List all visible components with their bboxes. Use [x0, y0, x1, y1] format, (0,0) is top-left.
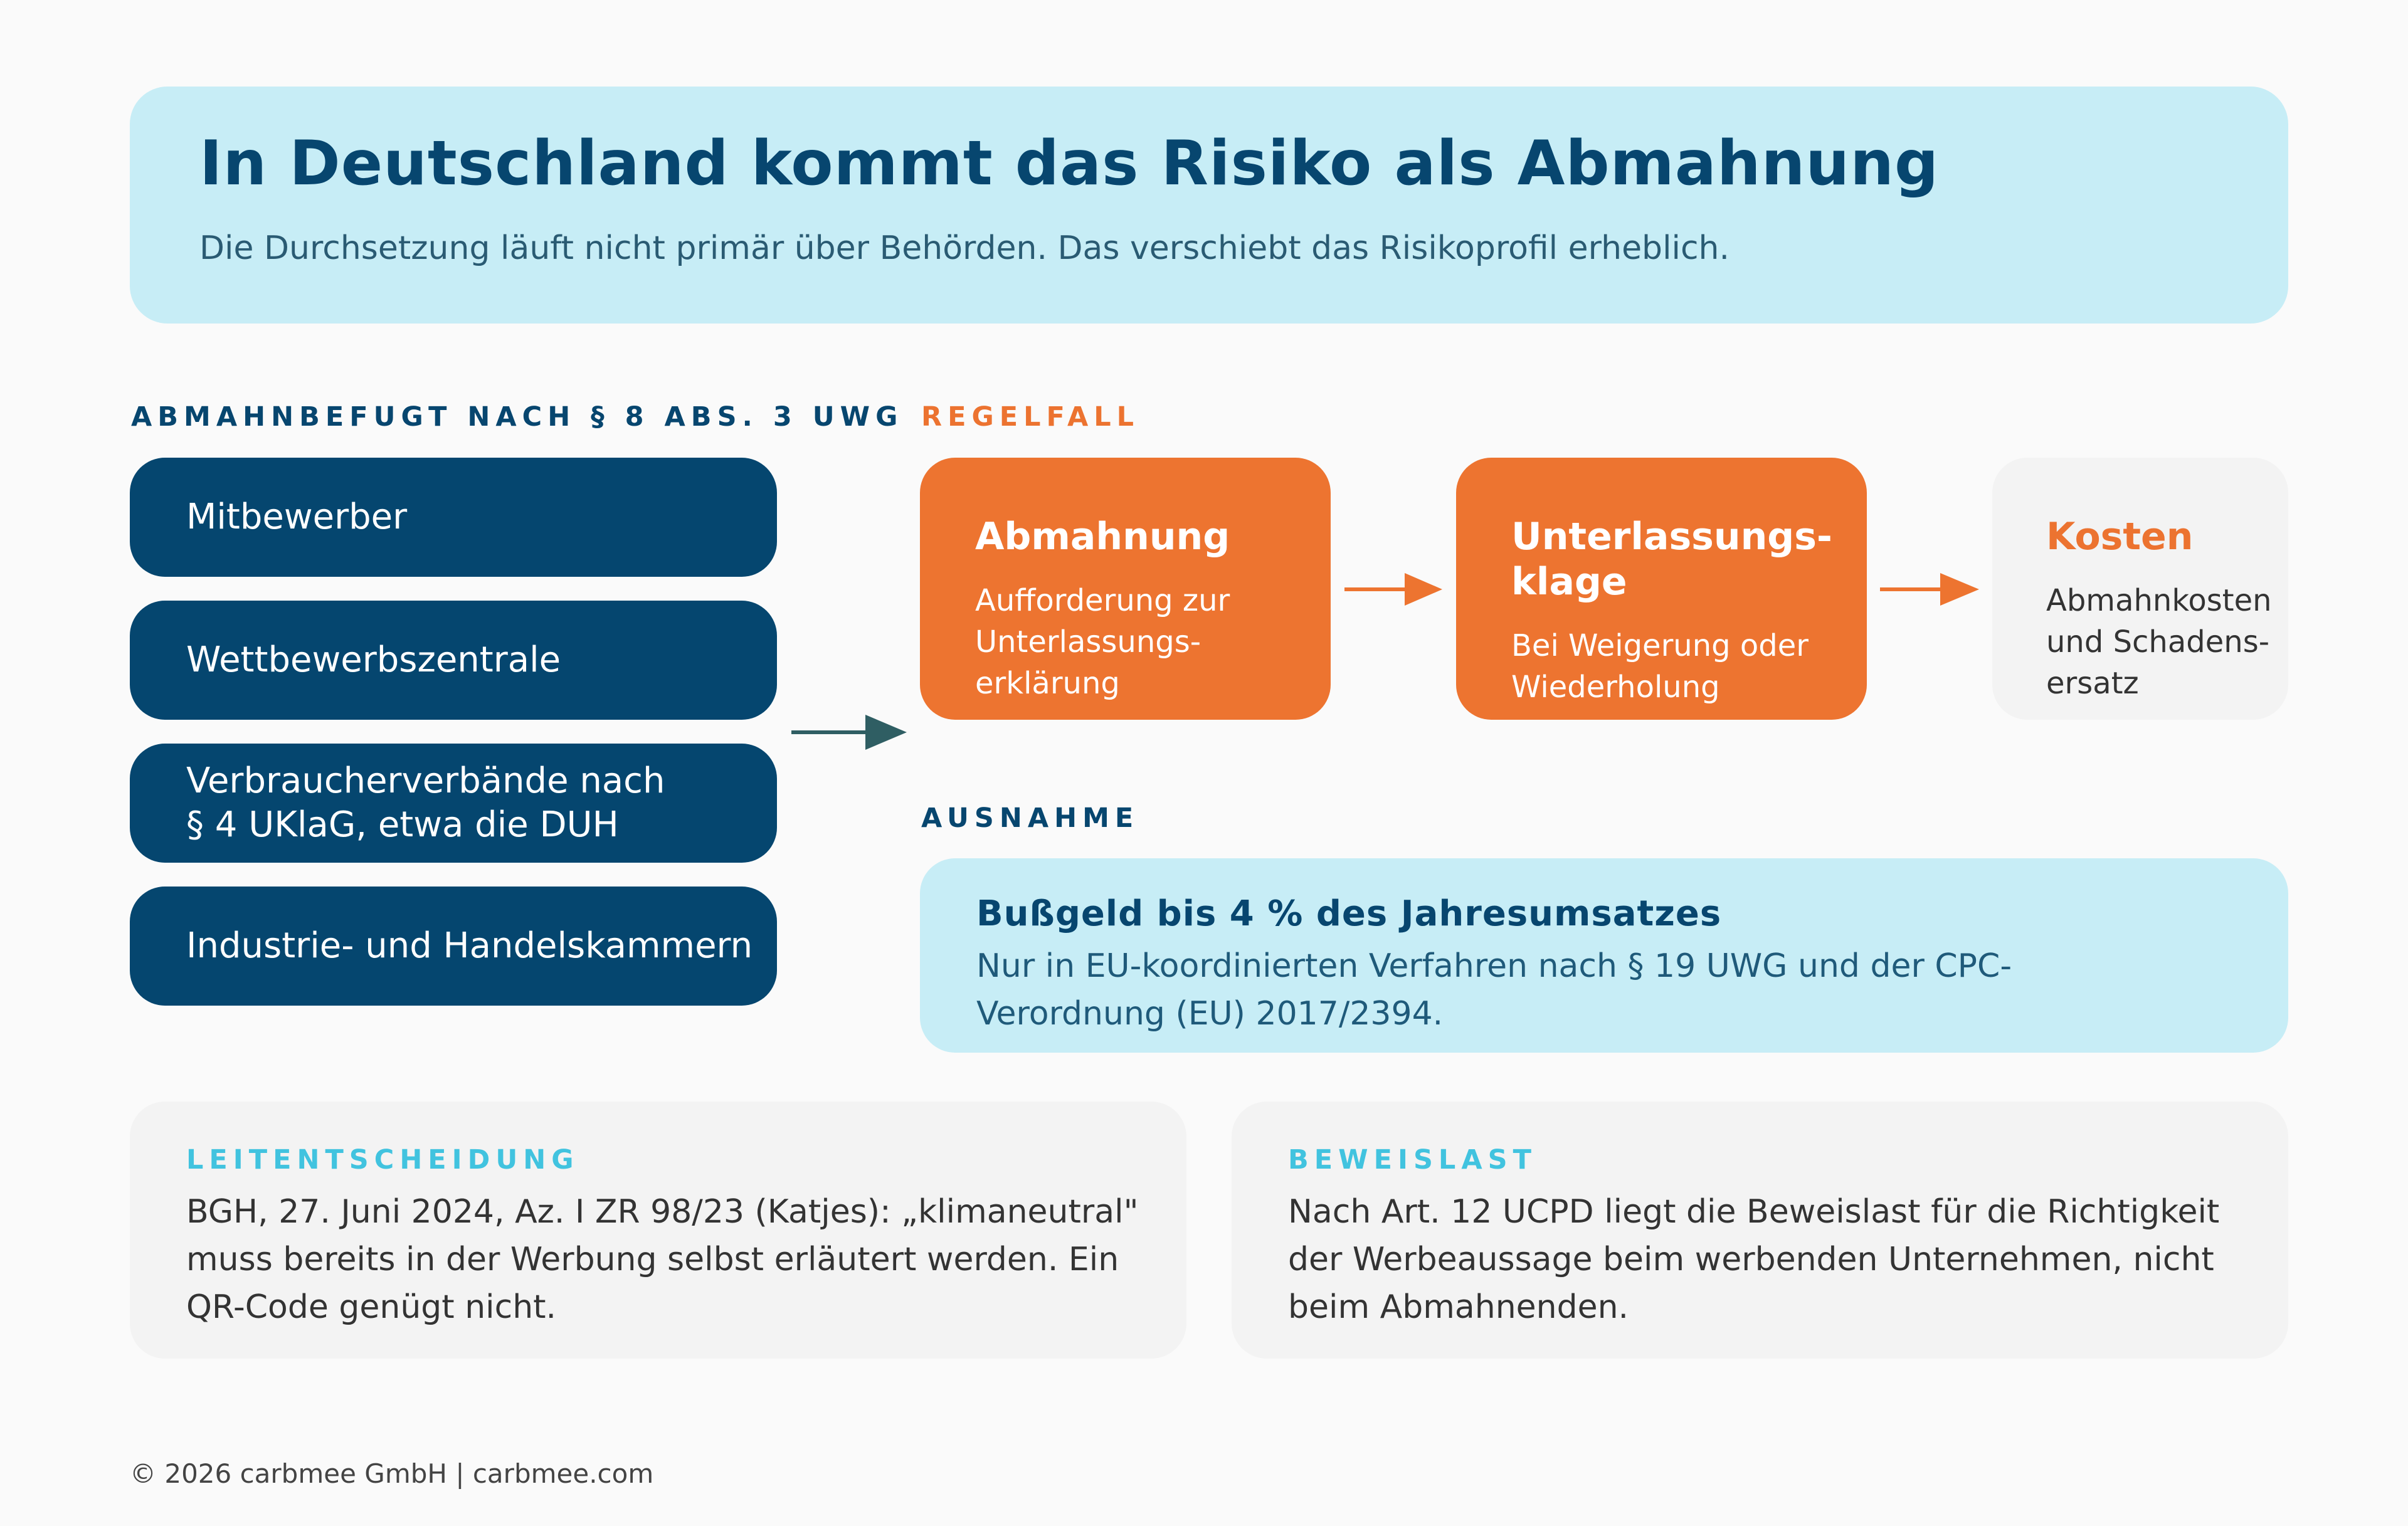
regelfall-label: REGELFALL [921, 401, 1140, 433]
party-label: Wettbewerbszentrale [186, 639, 561, 680]
footer-copyright: © 2026 carbmee GmbH | carbmee.com [130, 1458, 654, 1489]
ausnahme-text: Nur in EU-koordinierten Verfahren nach § 19 UWG und der CPC-Verordnung (EU) 2017/2394. [976, 947, 2012, 1033]
note-text: BGH, 27. Juni 2024, Az. I ZR 98/23 (Katjes): „klimaneutral" muss bereits in der Werbung selbst erläutert werden. Ein QR-Code genügt nicht. [186, 1193, 1139, 1326]
note-beweislast [1232, 1102, 2288, 1359]
arrow-klage-to-kosten [1880, 573, 1979, 606]
page-subtitle: Die Durchsetzung läuft nicht primär über Behörden. Das verschiebt das Risikoprofil erheblich. [199, 229, 1730, 267]
note-text: Nach Art. 12 UCPD liegt die Beweislast für die Richtigkeit der Werbeaussage beim werbenden Unternehmen, nicht beim Abmahnenden. [1288, 1193, 2220, 1326]
party-label: Verbraucherverbände nach § 4 UKlaG, etwa die DUH [186, 760, 665, 845]
step-title: Abmahnung [975, 515, 1230, 559]
step-unterlassungsklage [1456, 458, 1867, 720]
step-kosten [1992, 458, 2288, 720]
step-description: Abmahnkosten und Schadens- ersatz [2046, 583, 2272, 701]
party-verbraucherverbaende [130, 744, 777, 863]
arrow-abmahnung-to-klage [1344, 573, 1442, 606]
party-mitbewerber [130, 458, 777, 577]
party-ihk [130, 887, 777, 1006]
abmahnbefugt-label: ABMAHNBEFUGT NACH § 8 ABS. 3 UWG [131, 401, 904, 433]
header-banner [130, 87, 2288, 324]
page-title: In Deutschland kommt das Risiko als Abmahnung [199, 128, 1940, 199]
step-description: Aufforderung zur Unterlassungs- erklärung [975, 583, 1230, 701]
ausnahme-label: AUSNAHME [921, 802, 1139, 834]
step-title: Kosten [2046, 515, 2194, 559]
step-description: Bei Weigerung oder Wiederholung [1511, 628, 1809, 705]
arrow-parties-to-flow [791, 715, 907, 750]
step-abmahnung [920, 458, 1331, 720]
ausnahme-title: Bußgeld bis 4 % des Jahresumsatzes [976, 893, 1722, 934]
party-label: Mitbewerber [186, 497, 408, 537]
note-label: BEWEISLAST [1288, 1144, 1537, 1176]
party-wettbewerbszentrale [130, 601, 777, 720]
note-leitentscheidung [130, 1102, 1186, 1359]
ausnahme-box [920, 858, 2288, 1053]
party-label: Industrie- und Handelskammern [186, 925, 753, 966]
note-label: LEITENTSCHEIDUNG [186, 1144, 579, 1176]
step-title: Unterlassungs- klage [1511, 515, 1832, 604]
